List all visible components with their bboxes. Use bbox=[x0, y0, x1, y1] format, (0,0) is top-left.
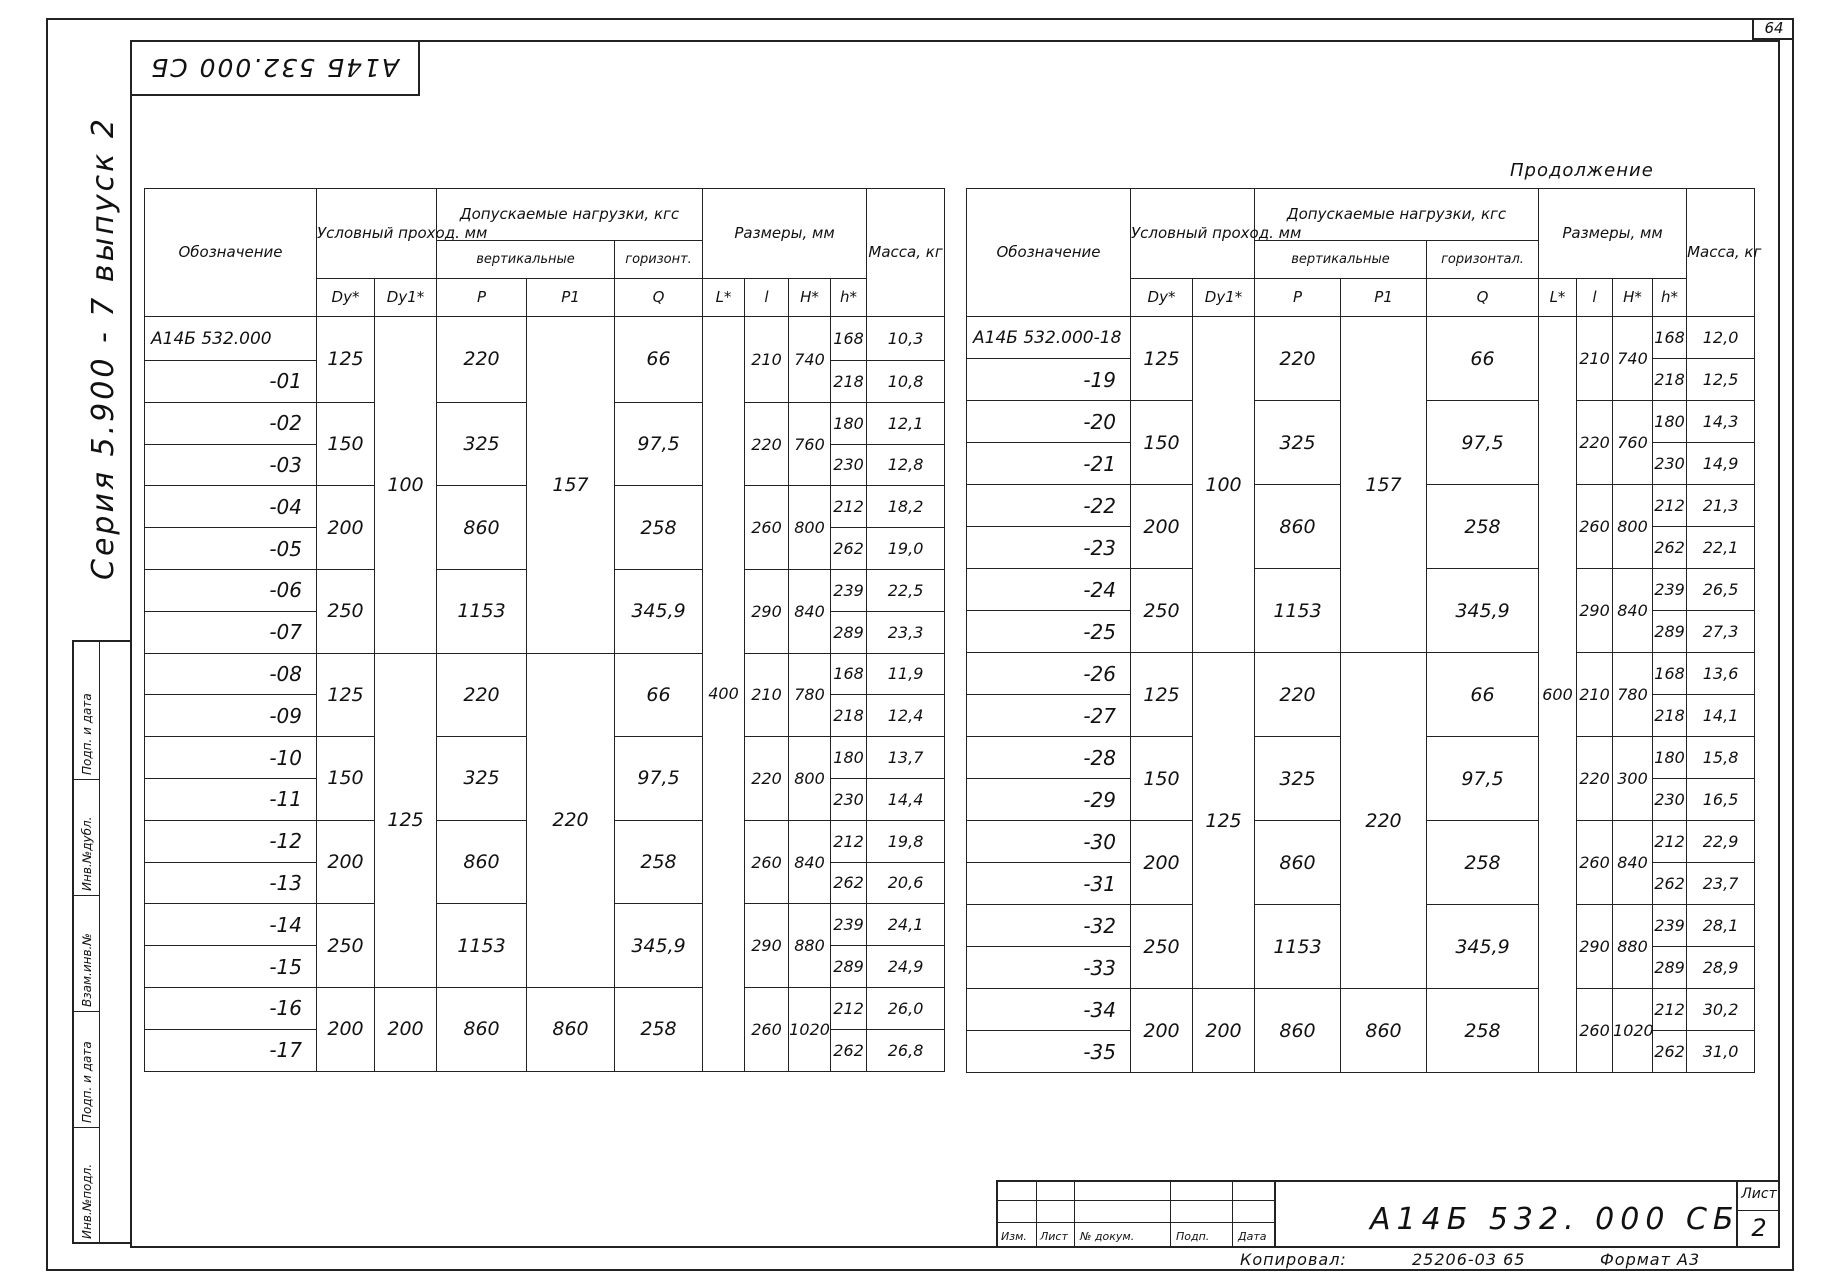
h-cell: 230 bbox=[1653, 779, 1687, 821]
mass-cell: 12,5 bbox=[1687, 359, 1755, 401]
h-cell: 239 bbox=[831, 569, 867, 611]
mass-cell: 22,1 bbox=[1687, 527, 1755, 569]
H-cell: 780 bbox=[1613, 653, 1653, 737]
header-dims: Размеры, мм bbox=[1539, 189, 1687, 279]
mass-cell: 13,6 bbox=[1687, 653, 1755, 695]
mass-cell: 12,1 bbox=[867, 402, 945, 444]
h-cell: 289 bbox=[1653, 947, 1687, 989]
designation-cell: -32 bbox=[967, 905, 1131, 947]
dy-cell: 200 bbox=[1131, 989, 1193, 1073]
tb-label-change: Изм. bbox=[1001, 1230, 1027, 1243]
designation-cell: -06 bbox=[145, 569, 317, 611]
tb-line bbox=[998, 1222, 1276, 1223]
mass-cell: 23,7 bbox=[1687, 863, 1755, 905]
dy1-cell: 200 bbox=[375, 987, 437, 1071]
header-H: H* bbox=[1613, 279, 1653, 317]
h-cell: 168 bbox=[831, 653, 867, 695]
h-cell: 230 bbox=[831, 778, 867, 820]
mass-cell: 28,9 bbox=[1687, 947, 1755, 989]
q-cell: 66 bbox=[615, 653, 703, 737]
designation-cell: -27 bbox=[967, 695, 1131, 737]
designation-cell: -04 bbox=[145, 486, 317, 528]
H-cell: 880 bbox=[1613, 905, 1653, 989]
h-cell: 218 bbox=[831, 695, 867, 737]
mass-cell: 13,7 bbox=[867, 737, 945, 779]
mass-cell: 14,9 bbox=[1687, 443, 1755, 485]
p-cell: 220 bbox=[437, 653, 527, 737]
mass-cell: 10,3 bbox=[867, 317, 945, 361]
H-cell: 1020 bbox=[1613, 989, 1653, 1073]
mass-cell: 24,9 bbox=[867, 946, 945, 988]
designation-cell: -12 bbox=[145, 820, 317, 862]
designation-cell: -23 bbox=[967, 527, 1131, 569]
p-cell: 220 bbox=[1255, 653, 1341, 737]
h-cell: 180 bbox=[1653, 401, 1687, 443]
footer-number: 25206-03 65 bbox=[1412, 1250, 1526, 1269]
h-cell: 168 bbox=[1653, 317, 1687, 359]
mass-cell: 15,8 bbox=[1687, 737, 1755, 779]
l-cell: 210 bbox=[745, 317, 789, 403]
dy1-cell: 125 bbox=[375, 653, 437, 987]
dy-cell: 200 bbox=[1131, 485, 1193, 569]
H-cell: 780 bbox=[789, 653, 831, 737]
header-vertical: вертикальные bbox=[437, 241, 615, 279]
designation-cell: -15 bbox=[145, 946, 317, 988]
p-cell: 325 bbox=[1255, 737, 1341, 821]
header-H: H* bbox=[789, 279, 831, 317]
q-cell: 258 bbox=[1427, 989, 1539, 1073]
designation-cell: -31 bbox=[967, 863, 1131, 905]
table-row bbox=[967, 317, 1755, 359]
mass-cell: 28,1 bbox=[1687, 905, 1755, 947]
designation-cell: -13 bbox=[145, 862, 317, 904]
l-cell: 260 bbox=[1577, 989, 1613, 1073]
table-row bbox=[145, 653, 945, 695]
spec-table-left bbox=[144, 188, 945, 1072]
header-l: l bbox=[1577, 279, 1613, 317]
H-cell: 740 bbox=[789, 317, 831, 403]
designation-cell: -24 bbox=[967, 569, 1131, 611]
dy-cell: 150 bbox=[1131, 401, 1193, 485]
H-cell: 840 bbox=[789, 820, 831, 904]
H-cell: 300 bbox=[1613, 737, 1653, 821]
H-cell: 840 bbox=[1613, 569, 1653, 653]
mass-cell: 26,8 bbox=[867, 1029, 945, 1071]
l-cell: 260 bbox=[1577, 485, 1613, 569]
tb-label-doc: № докум. bbox=[1080, 1230, 1135, 1243]
designation-cell: -16 bbox=[145, 987, 317, 1029]
designation-cell: -20 bbox=[967, 401, 1131, 443]
tb-line bbox=[1170, 1182, 1171, 1248]
q-cell: 66 bbox=[1427, 317, 1539, 401]
mass-cell: 12,4 bbox=[867, 695, 945, 737]
dy-cell: 250 bbox=[317, 569, 375, 653]
H-cell: 880 bbox=[789, 904, 831, 988]
q-cell: 97,5 bbox=[615, 737, 703, 821]
l-cell: 260 bbox=[1577, 821, 1613, 905]
footer-copied: Копировал: bbox=[1240, 1250, 1347, 1269]
H-cell: 840 bbox=[1613, 821, 1653, 905]
continuation-label: Продолжение bbox=[1510, 160, 1654, 181]
l-cell: 210 bbox=[1577, 653, 1613, 737]
designation-cell: -02 bbox=[145, 402, 317, 444]
header-L: L* bbox=[1539, 279, 1577, 317]
designation-cell: -09 bbox=[145, 695, 317, 737]
dy1-cell: 100 bbox=[375, 317, 437, 654]
q-cell: 345,9 bbox=[1427, 905, 1539, 989]
designation-cell: -29 bbox=[967, 779, 1131, 821]
table-row bbox=[145, 987, 945, 1029]
header-loads: Допускаемые нагрузки, кгс bbox=[1255, 189, 1539, 241]
l-cell: 220 bbox=[1577, 737, 1613, 821]
side-stamp-replace bbox=[72, 896, 100, 1012]
h-cell: 262 bbox=[1653, 1031, 1687, 1073]
table-row bbox=[145, 317, 945, 361]
designation-cell: -26 bbox=[967, 653, 1131, 695]
h-cell: 262 bbox=[831, 528, 867, 570]
designation-cell: -11 bbox=[145, 778, 317, 820]
p-cell: 860 bbox=[437, 820, 527, 904]
dy-cell: 250 bbox=[317, 904, 375, 988]
header-mass: Масса, кг bbox=[1687, 189, 1755, 317]
h-cell: 262 bbox=[1653, 527, 1687, 569]
L-cell: 600 bbox=[1539, 317, 1577, 1073]
h-cell: 239 bbox=[1653, 569, 1687, 611]
spec-table-right bbox=[966, 188, 1762, 1073]
p-cell: 1153 bbox=[1255, 569, 1341, 653]
p1-cell: 860 bbox=[527, 987, 615, 1071]
designation-cell: -28 bbox=[967, 737, 1131, 779]
mass-cell: 11,9 bbox=[867, 653, 945, 695]
header-q: Q bbox=[1427, 279, 1539, 317]
mass-cell: 12,8 bbox=[867, 444, 945, 486]
header-p1: P1 bbox=[1341, 279, 1427, 317]
mass-cell: 31,0 bbox=[1687, 1031, 1755, 1073]
l-cell: 260 bbox=[745, 987, 789, 1071]
header-mass: Масса, кг bbox=[867, 189, 945, 317]
p-cell: 325 bbox=[437, 402, 527, 486]
side-stamp-replace-label: Взам.инв.№ bbox=[80, 933, 94, 1007]
title-block-revisions bbox=[998, 1182, 1276, 1248]
q-cell: 345,9 bbox=[1427, 569, 1539, 653]
mass-cell: 19,8 bbox=[867, 820, 945, 862]
side-stamp-sign1-label: Подп. и дата bbox=[80, 1041, 94, 1123]
l-cell: 220 bbox=[745, 737, 789, 821]
tb-label-sheet: Лист bbox=[1040, 1230, 1068, 1243]
H-cell: 800 bbox=[789, 737, 831, 821]
tb-line bbox=[1232, 1182, 1233, 1248]
H-cell: 740 bbox=[1613, 317, 1653, 401]
dy-cell: 150 bbox=[317, 737, 375, 821]
header-dy: Dy* bbox=[317, 279, 375, 317]
header-p1: P1 bbox=[527, 279, 615, 317]
q-cell: 345,9 bbox=[615, 904, 703, 988]
h-cell: 212 bbox=[831, 987, 867, 1029]
h-cell: 262 bbox=[831, 862, 867, 904]
p-cell: 220 bbox=[1255, 317, 1341, 401]
designation-cell: -34 bbox=[967, 989, 1131, 1031]
dy1-cell: 125 bbox=[1193, 653, 1255, 989]
tb-line bbox=[998, 1200, 1276, 1201]
dy-cell: 250 bbox=[1131, 569, 1193, 653]
h-cell: 168 bbox=[1653, 653, 1687, 695]
q-cell: 258 bbox=[1427, 821, 1539, 905]
h-cell: 212 bbox=[831, 486, 867, 528]
q-cell: 345,9 bbox=[615, 569, 703, 653]
dy-cell: 150 bbox=[1131, 737, 1193, 821]
mass-cell: 22,5 bbox=[867, 569, 945, 611]
p-cell: 220 bbox=[437, 317, 527, 403]
l-cell: 290 bbox=[1577, 569, 1613, 653]
mass-cell: 30,2 bbox=[1687, 989, 1755, 1031]
tb-line bbox=[1074, 1182, 1075, 1248]
mass-cell: 18,2 bbox=[867, 486, 945, 528]
designation-cell: -21 bbox=[967, 443, 1131, 485]
sheet-label: Лист bbox=[1741, 1186, 1777, 1202]
mass-cell: 14,3 bbox=[1687, 401, 1755, 443]
designation-cell: -17 bbox=[145, 1029, 317, 1071]
designation-cell: -07 bbox=[145, 611, 317, 653]
dy-cell: 200 bbox=[317, 987, 375, 1071]
q-cell: 258 bbox=[615, 987, 703, 1071]
header-dims: Размеры, мм bbox=[703, 189, 867, 279]
mass-cell: 14,1 bbox=[1687, 695, 1755, 737]
footer-format: Формат А3 bbox=[1600, 1250, 1701, 1269]
mass-cell: 23,3 bbox=[867, 611, 945, 653]
p-cell: 860 bbox=[1255, 989, 1341, 1073]
h-cell: 239 bbox=[1653, 905, 1687, 947]
h-cell: 168 bbox=[831, 317, 867, 361]
header-loads: Допускаемые нагрузки, кгс bbox=[437, 189, 703, 241]
mass-cell: 20,6 bbox=[867, 862, 945, 904]
q-cell: 258 bbox=[615, 820, 703, 904]
designation-cell: -14 bbox=[145, 904, 317, 946]
header-dy: Dy* bbox=[1131, 279, 1193, 317]
dy-cell: 125 bbox=[317, 317, 375, 403]
l-cell: 260 bbox=[745, 820, 789, 904]
p1-cell: 220 bbox=[1341, 653, 1427, 989]
p-cell: 1153 bbox=[1255, 905, 1341, 989]
designation-cell: А14Б 532.000 bbox=[145, 317, 317, 361]
tb-label-date: Дата bbox=[1238, 1230, 1267, 1243]
mass-cell: 14,4 bbox=[867, 778, 945, 820]
designation-cell: -10 bbox=[145, 737, 317, 779]
header-h: h* bbox=[1653, 279, 1687, 317]
mass-cell: 16,5 bbox=[1687, 779, 1755, 821]
h-cell: 230 bbox=[831, 444, 867, 486]
dy-cell: 250 bbox=[1131, 905, 1193, 989]
mass-cell: 10,8 bbox=[867, 361, 945, 403]
dy-cell: 125 bbox=[1131, 653, 1193, 737]
side-stamp-dup-label: Инв.№дубл. bbox=[80, 816, 94, 891]
tb-line bbox=[1036, 1182, 1037, 1248]
q-cell: 66 bbox=[1427, 653, 1539, 737]
p-cell: 860 bbox=[437, 486, 527, 570]
l-cell: 210 bbox=[745, 653, 789, 737]
h-cell: 180 bbox=[1653, 737, 1687, 779]
header-dy1: Dy1* bbox=[1193, 279, 1255, 317]
h-cell: 289 bbox=[1653, 611, 1687, 653]
q-cell: 258 bbox=[615, 486, 703, 570]
H-cell: 1020 bbox=[789, 987, 831, 1071]
q-cell: 97,5 bbox=[1427, 737, 1539, 821]
p1-cell: 220 bbox=[527, 653, 615, 987]
mass-cell: 27,3 bbox=[1687, 611, 1755, 653]
l-cell: 220 bbox=[1577, 401, 1613, 485]
table-row bbox=[967, 989, 1755, 1031]
header-vertical: вертикальные bbox=[1255, 241, 1427, 279]
side-stamp-sign1 bbox=[72, 1012, 100, 1128]
header-horizontal: горизонт. bbox=[615, 241, 703, 279]
side-stamp-sign2-label: Подп. и дата bbox=[80, 693, 94, 775]
p1-cell: 860 bbox=[1341, 989, 1427, 1073]
p1-cell: 157 bbox=[1341, 317, 1427, 653]
designation-cell: -08 bbox=[145, 653, 317, 695]
header-l: l bbox=[745, 279, 789, 317]
dy1-cell: 200 bbox=[1193, 989, 1255, 1073]
mass-cell: 26,5 bbox=[1687, 569, 1755, 611]
h-cell: 212 bbox=[1653, 821, 1687, 863]
designation-cell: -01 bbox=[145, 361, 317, 403]
p-cell: 325 bbox=[437, 737, 527, 821]
header-p: P bbox=[437, 279, 527, 317]
dy1-cell: 100 bbox=[1193, 317, 1255, 653]
H-cell: 760 bbox=[789, 402, 831, 486]
dy-cell: 200 bbox=[317, 820, 375, 904]
header-p: P bbox=[1255, 279, 1341, 317]
h-cell: 289 bbox=[831, 946, 867, 988]
h-cell: 180 bbox=[831, 737, 867, 779]
designation-cell: -03 bbox=[145, 444, 317, 486]
title-doc-code: А14Б 532. 000 СБ bbox=[1370, 1202, 1740, 1237]
p-cell: 860 bbox=[1255, 485, 1341, 569]
p-cell: 860 bbox=[437, 987, 527, 1071]
designation-cell: -35 bbox=[967, 1031, 1131, 1073]
mass-cell: 12,0 bbox=[1687, 317, 1755, 359]
h-cell: 212 bbox=[831, 820, 867, 862]
header-designation: Обозначение bbox=[145, 189, 317, 317]
L-cell: 400 bbox=[703, 317, 745, 1072]
dy-cell: 200 bbox=[1131, 821, 1193, 905]
side-stamp-inv-label: Инв.№подл. bbox=[80, 1163, 94, 1239]
l-cell: 290 bbox=[745, 569, 789, 653]
l-cell: 290 bbox=[1577, 905, 1613, 989]
q-cell: 97,5 bbox=[1427, 401, 1539, 485]
l-cell: 290 bbox=[745, 904, 789, 988]
header-nominal-bore: Условный проход. мм bbox=[1131, 189, 1255, 279]
header-q: Q bbox=[615, 279, 703, 317]
H-cell: 800 bbox=[1613, 485, 1653, 569]
side-stamp-sign2 bbox=[72, 640, 100, 780]
h-cell: 239 bbox=[831, 904, 867, 946]
p-cell: 325 bbox=[1255, 401, 1341, 485]
sheet-box bbox=[1736, 1180, 1780, 1248]
h-cell: 262 bbox=[1653, 863, 1687, 905]
q-cell: 258 bbox=[1427, 485, 1539, 569]
tb-label-sign: Подп. bbox=[1176, 1230, 1210, 1243]
dy-cell: 125 bbox=[317, 653, 375, 737]
h-cell: 218 bbox=[831, 361, 867, 403]
designation-cell: -19 bbox=[967, 359, 1131, 401]
header-nominal-bore: Условный проход. мм bbox=[317, 189, 437, 279]
side-stamp-inv bbox=[72, 1128, 100, 1244]
designation-cell: -05 bbox=[145, 528, 317, 570]
header-dy1: Dy1* bbox=[375, 279, 437, 317]
header-designation: Обозначение bbox=[967, 189, 1131, 317]
dy-cell: 200 bbox=[317, 486, 375, 570]
q-cell: 66 bbox=[615, 317, 703, 403]
top-doc-code: А14Б 532.000 СБ bbox=[149, 53, 399, 82]
l-cell: 260 bbox=[745, 486, 789, 570]
H-cell: 840 bbox=[789, 569, 831, 653]
p-cell: 860 bbox=[1255, 821, 1341, 905]
h-cell: 218 bbox=[1653, 695, 1687, 737]
mass-cell: 21,3 bbox=[1687, 485, 1755, 527]
h-cell: 212 bbox=[1653, 485, 1687, 527]
h-cell: 212 bbox=[1653, 989, 1687, 1031]
h-cell: 218 bbox=[1653, 359, 1687, 401]
designation-cell: -33 bbox=[967, 947, 1131, 989]
header-h: h* bbox=[831, 279, 867, 317]
mass-cell: 24,1 bbox=[867, 904, 945, 946]
header-horizontal: горизонтал. bbox=[1427, 241, 1539, 279]
designation-cell: -25 bbox=[967, 611, 1131, 653]
mass-cell: 22,9 bbox=[1687, 821, 1755, 863]
table-row bbox=[967, 653, 1755, 695]
dy-cell: 150 bbox=[317, 402, 375, 486]
h-cell: 289 bbox=[831, 611, 867, 653]
top-doc-stamp bbox=[130, 40, 420, 96]
l-cell: 220 bbox=[745, 402, 789, 486]
mass-cell: 26,0 bbox=[867, 987, 945, 1029]
header-L: L* bbox=[703, 279, 745, 317]
h-cell: 262 bbox=[831, 1029, 867, 1071]
mass-cell: 19,0 bbox=[867, 528, 945, 570]
title-block bbox=[996, 1180, 1780, 1248]
designation-cell: -30 bbox=[967, 821, 1131, 863]
h-cell: 230 bbox=[1653, 443, 1687, 485]
l-cell: 210 bbox=[1577, 317, 1613, 401]
series-text: Серия 5.900 - 7 выпуск 2 bbox=[86, 116, 121, 580]
side-stamp-dup bbox=[72, 780, 100, 896]
page-number: 64 bbox=[1752, 18, 1794, 40]
designation-cell: -22 bbox=[967, 485, 1131, 527]
H-cell: 760 bbox=[1613, 401, 1653, 485]
p-cell: 1153 bbox=[437, 904, 527, 988]
H-cell: 800 bbox=[789, 486, 831, 570]
dy-cell: 125 bbox=[1131, 317, 1193, 401]
q-cell: 97,5 bbox=[615, 402, 703, 486]
sheet-number: 2 bbox=[1738, 1210, 1780, 1247]
designation-cell: А14Б 532.000-18 bbox=[967, 317, 1131, 359]
p1-cell: 157 bbox=[527, 317, 615, 654]
p-cell: 1153 bbox=[437, 569, 527, 653]
h-cell: 180 bbox=[831, 402, 867, 444]
